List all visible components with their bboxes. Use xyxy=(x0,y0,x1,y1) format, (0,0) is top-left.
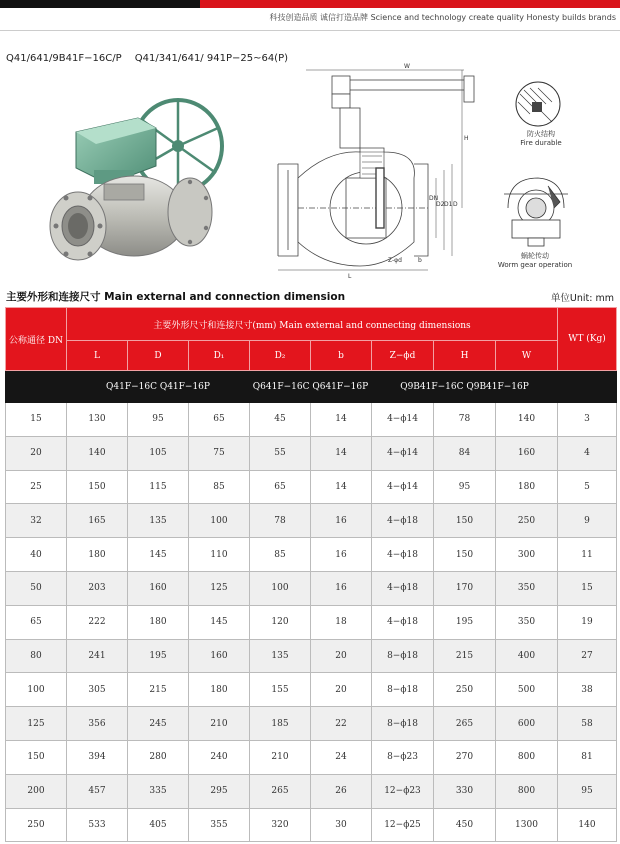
table-cell: 95 xyxy=(434,470,496,504)
table-cell: 150 xyxy=(67,470,128,504)
table-cell: 305 xyxy=(67,673,128,707)
column-header: H xyxy=(434,341,496,371)
table-row xyxy=(6,605,617,639)
table-cell: 180 xyxy=(67,538,128,572)
table-cell: 135 xyxy=(250,639,311,673)
table-cell: 241 xyxy=(67,639,128,673)
table-cell: 125 xyxy=(6,707,67,741)
table-cell: 240 xyxy=(189,740,250,774)
table-cell: 160 xyxy=(496,436,558,470)
table-cell: 5 xyxy=(558,470,617,504)
table-cell: 8−ϕ18 xyxy=(372,707,434,741)
table-cell: 130 xyxy=(67,403,128,437)
table-cell: 8−ϕ18 xyxy=(372,639,434,673)
table-cell: 215 xyxy=(128,673,189,707)
table-cell: 105 xyxy=(128,436,189,470)
table-cell: 11 xyxy=(558,538,617,572)
table-cell: 38 xyxy=(558,673,617,707)
table-cell: 78 xyxy=(250,504,311,538)
table-cell: 100 xyxy=(6,673,67,707)
table-cell: 120 xyxy=(250,605,311,639)
table-cell: 165 xyxy=(67,504,128,538)
table-cell: 80 xyxy=(6,639,67,673)
valve-photo xyxy=(46,88,256,270)
dim-d2: D2 xyxy=(436,201,445,208)
column-header: D₂ xyxy=(250,341,311,371)
table-row xyxy=(6,470,617,504)
table-cell: 58 xyxy=(558,707,617,741)
table-cell: 40 xyxy=(6,538,67,572)
table-cell: 4−ϕ18 xyxy=(372,605,434,639)
table-cell: 4−ϕ18 xyxy=(372,538,434,572)
table-cell: 330 xyxy=(434,774,496,808)
series-label-1: Q41F−16C Q41F−16P xyxy=(67,371,250,403)
table-cell: 20 xyxy=(311,673,372,707)
table-cell: 15 xyxy=(558,571,617,605)
dim-zd: Z-φd xyxy=(388,257,402,264)
table-cell: 180 xyxy=(128,605,189,639)
table-cell: 457 xyxy=(67,774,128,808)
table-cell: 81 xyxy=(558,740,617,774)
worm-gear-caption xyxy=(485,252,585,270)
table-cell: 16 xyxy=(311,571,372,605)
table-cell: 210 xyxy=(189,707,250,741)
table-cell: 8−ϕ18 xyxy=(372,673,434,707)
table-cell: 14 xyxy=(311,436,372,470)
table-cell: 335 xyxy=(128,774,189,808)
table-cell: 250 xyxy=(6,808,67,842)
series-label-3: Q9B41F−16C Q9B41F−16P xyxy=(372,371,558,403)
table-cell: 12−ϕ23 xyxy=(372,774,434,808)
dim-d1: D1 xyxy=(444,201,453,208)
model-numbers xyxy=(6,53,298,64)
column-header: b xyxy=(311,341,372,371)
table-row xyxy=(6,403,617,437)
worm-gear-figure xyxy=(498,168,572,250)
table-cell: 4−ϕ18 xyxy=(372,571,434,605)
table-cell: 95 xyxy=(128,403,189,437)
table-cell: 150 xyxy=(434,504,496,538)
column-header: W xyxy=(496,341,558,371)
table-cell: 78 xyxy=(434,403,496,437)
slogan-divider xyxy=(0,30,620,31)
table-cell: 265 xyxy=(434,707,496,741)
table-cell: 95 xyxy=(558,774,617,808)
table-cell: 210 xyxy=(250,740,311,774)
top-bar-red xyxy=(200,0,620,8)
table-cell: 160 xyxy=(189,639,250,673)
table-cell: 450 xyxy=(434,808,496,842)
table-cell: 180 xyxy=(496,470,558,504)
table-cell: 222 xyxy=(67,605,128,639)
dim-l: L xyxy=(348,273,352,280)
series-row xyxy=(6,371,617,403)
dim-d: D xyxy=(453,201,458,208)
table-row xyxy=(6,538,617,572)
table-cell: 75 xyxy=(189,436,250,470)
table-cell: 100 xyxy=(189,504,250,538)
table-cell: 85 xyxy=(189,470,250,504)
table-cell: 145 xyxy=(189,605,250,639)
table-cell: 14 xyxy=(311,403,372,437)
table-cell: 26 xyxy=(311,774,372,808)
table-cell: 203 xyxy=(67,571,128,605)
table-cell: 150 xyxy=(6,740,67,774)
table-cell: 180 xyxy=(189,673,250,707)
unit-label: 单位Unit: mm xyxy=(550,293,614,304)
table-cell: 140 xyxy=(558,808,617,842)
table-cell: 135 xyxy=(128,504,189,538)
fire-durable-caption xyxy=(493,130,589,148)
table-cell: 22 xyxy=(311,707,372,741)
top-color-bar xyxy=(0,0,620,8)
top-bar-black xyxy=(0,0,200,8)
table-row xyxy=(6,707,617,741)
table-row xyxy=(6,673,617,707)
table-cell: 20 xyxy=(6,436,67,470)
table-cell: 215 xyxy=(434,639,496,673)
table-cell: 50 xyxy=(6,571,67,605)
table-cell: 115 xyxy=(128,470,189,504)
group-header: 主要外形尺寸和连接尺寸(mm) Main external and connecting dimensions xyxy=(67,308,558,341)
table-cell: 150 xyxy=(434,538,496,572)
column-header: D₁ xyxy=(189,341,250,371)
table-row xyxy=(6,808,617,842)
table-cell: 265 xyxy=(250,774,311,808)
series-spacer xyxy=(6,371,67,403)
table-cell: 4−ϕ14 xyxy=(372,436,434,470)
dn-header: 公称通径 DN xyxy=(6,308,67,371)
table-cell: 30 xyxy=(311,808,372,842)
table-cell: 355 xyxy=(189,808,250,842)
table-cell: 140 xyxy=(67,436,128,470)
table-cell: 125 xyxy=(189,571,250,605)
column-header: D xyxy=(128,341,189,371)
table-cell: 14 xyxy=(311,470,372,504)
dim-b: b xyxy=(418,257,422,264)
table-cell: 65 xyxy=(6,605,67,639)
table-cell: 195 xyxy=(434,605,496,639)
table-cell: 356 xyxy=(67,707,128,741)
table-cell: 20 xyxy=(311,639,372,673)
table-row xyxy=(6,571,617,605)
table-row xyxy=(6,774,617,808)
column-header: Z−ϕd xyxy=(372,341,434,371)
table-cell: 9 xyxy=(558,504,617,538)
series-spacer xyxy=(558,371,617,403)
table-cell: 400 xyxy=(496,639,558,673)
table-cell: 25 xyxy=(6,470,67,504)
dim-h: H xyxy=(464,135,469,142)
table-cell: 320 xyxy=(250,808,311,842)
table-cell: 800 xyxy=(496,774,558,808)
table-cell: 140 xyxy=(496,403,558,437)
table-cell: 84 xyxy=(434,436,496,470)
table-cell: 16 xyxy=(311,538,372,572)
table-cell: 110 xyxy=(189,538,250,572)
model-number-1: Q41/641/9B41F−16C/P xyxy=(6,53,122,64)
table-cell: 800 xyxy=(496,740,558,774)
table-cell: 295 xyxy=(189,774,250,808)
table-cell: 12−ϕ25 xyxy=(372,808,434,842)
table-cell: 100 xyxy=(250,571,311,605)
table-cell: 4−ϕ18 xyxy=(372,504,434,538)
table-row xyxy=(6,436,617,470)
model-number-2: Q41/341/641/ 941P−25~64(P) xyxy=(134,53,289,64)
table-cell: 500 xyxy=(496,673,558,707)
dim-w: W xyxy=(404,63,410,70)
slogan: 科技创造品质 诚信打造品牌 Science and technology create quality Honesty builds brands xyxy=(269,13,616,22)
table-cell: 300 xyxy=(496,538,558,572)
table-row xyxy=(6,639,617,673)
table-cell: 4 xyxy=(558,436,617,470)
table-cell: 185 xyxy=(250,707,311,741)
dim-dn: DN xyxy=(429,195,439,202)
table-cell: 250 xyxy=(434,673,496,707)
fire-caption-cn: 防火结构 xyxy=(527,130,555,138)
table-cell: 55 xyxy=(250,436,311,470)
dimension-drawing xyxy=(268,60,488,280)
table-cell: 600 xyxy=(496,707,558,741)
table-cell: 160 xyxy=(128,571,189,605)
table-cell: 145 xyxy=(128,538,189,572)
table-cell: 270 xyxy=(434,740,496,774)
series-label-2: Q641F−16C Q641F−16P xyxy=(250,371,372,403)
table-cell: 15 xyxy=(6,403,67,437)
table-cell: 65 xyxy=(189,403,250,437)
table-cell: 250 xyxy=(496,504,558,538)
table-cell: 1300 xyxy=(496,808,558,842)
table-cell: 155 xyxy=(250,673,311,707)
table-cell: 16 xyxy=(311,504,372,538)
table-cell: 245 xyxy=(128,707,189,741)
table-cell: 45 xyxy=(250,403,311,437)
table-cell: 170 xyxy=(434,571,496,605)
table-cell: 350 xyxy=(496,605,558,639)
table-cell: 200 xyxy=(6,774,67,808)
table-cell: 405 xyxy=(128,808,189,842)
table-cell: 18 xyxy=(311,605,372,639)
table-row xyxy=(6,740,617,774)
section-title: 主要外形和连接尺寸 Main external and connection dimension xyxy=(6,291,346,303)
table-cell: 350 xyxy=(496,571,558,605)
worm-caption-cn: 蜗轮传动 xyxy=(521,252,549,260)
dimension-table xyxy=(5,307,617,842)
column-header: L xyxy=(67,341,128,371)
table-cell: 85 xyxy=(250,538,311,572)
table-cell: 65 xyxy=(250,470,311,504)
table-cell: 4−ϕ14 xyxy=(372,470,434,504)
table-cell: 394 xyxy=(67,740,128,774)
fire-durable-figure xyxy=(510,80,570,128)
table-cell: 19 xyxy=(558,605,617,639)
table-cell: 533 xyxy=(67,808,128,842)
worm-caption-en: Worm gear operation xyxy=(497,261,573,269)
table-cell: 32 xyxy=(6,504,67,538)
table-cell: 3 xyxy=(558,403,617,437)
table-cell: 8−ϕ23 xyxy=(372,740,434,774)
fire-caption-en: Fire durable xyxy=(520,139,562,147)
table-cell: 4−ϕ14 xyxy=(372,403,434,437)
wt-header: WT (Kg) xyxy=(558,308,617,371)
table-row xyxy=(6,504,617,538)
table-cell: 27 xyxy=(558,639,617,673)
table-cell: 24 xyxy=(311,740,372,774)
table-cell: 280 xyxy=(128,740,189,774)
table-cell: 195 xyxy=(128,639,189,673)
